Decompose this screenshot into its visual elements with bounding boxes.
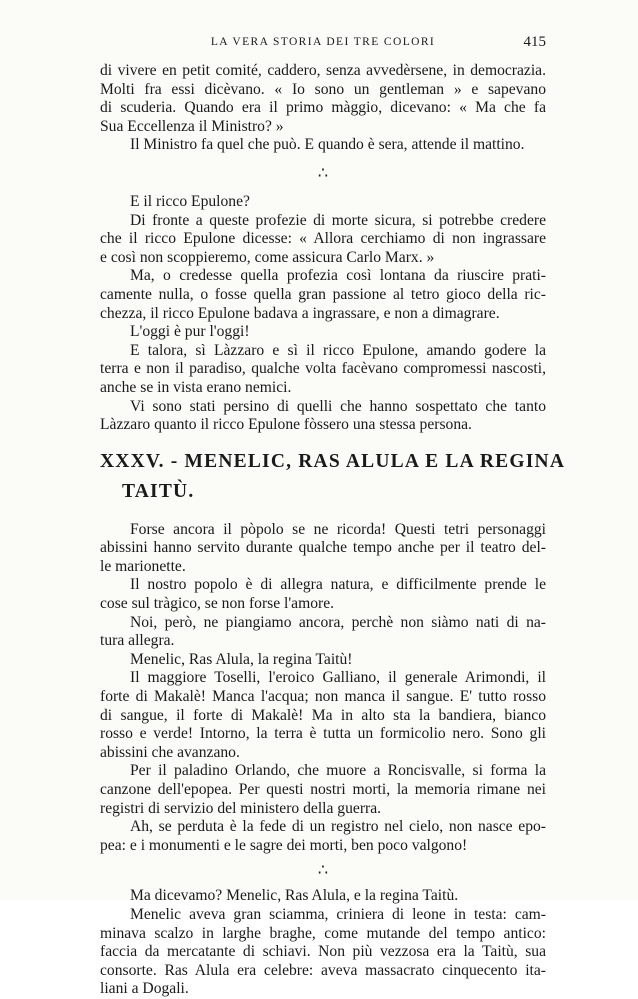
- text-line: Molti fra essi dicèvano. « Io sono un gentleman » e sapevano: [100, 80, 546, 98]
- text-line: di scuderia. Quando era il primo màggio, dicevano: « Ma che fa: [100, 99, 546, 117]
- text-line: Làzzaro quanto il ricco Epulone fòssero una stessa persona.: [100, 416, 472, 434]
- text-line: registri di servizio del ministero della guerra.: [100, 799, 382, 817]
- text-line: le marionette.: [100, 557, 186, 575]
- chapter-heading: [100, 447, 566, 507]
- text-line: Il maggiore Toselli, l'eroico Galliano, il generale Arimondi, il: [130, 669, 546, 687]
- section-ornament: ∴: [317, 164, 329, 182]
- text-line: Di fronte a queste profezie di morte sicura, si potrebbe credere: [130, 211, 546, 229]
- text-line: liani a Dogali.: [100, 980, 189, 998]
- chapter-heading-line: XXXV. - MENELIC, RAS ALULA E LA REGINA: [100, 450, 566, 472]
- text-line: Ma dicevamo? Menelic, Ras Alula, e la regina Taitù.: [130, 887, 459, 905]
- text-line: Noi, però, ne piangiamo ancora, perchè non siàmo nati di na-: [130, 613, 546, 631]
- text-line: Sua Eccellenza il Ministro? »: [100, 117, 284, 135]
- text-line: minava scalzo in larghe braghe, come mutande del tempo antico:: [100, 924, 546, 942]
- text-line: di sangue, il forte di Makalè! Ma in alto sta la bandiera, bianco: [100, 706, 546, 724]
- text-line: Ma, o credesse quella profezia così lontana da riuscire prati-: [130, 267, 546, 285]
- text-line: Il nostro popolo è di allegra natura, e difficilmente prende le: [130, 576, 546, 594]
- text-line: di vivere en petit comité, caddero, senza avvedèrsene, in democrazia.: [100, 62, 546, 79]
- running-header: [100, 34, 546, 56]
- page-number: 415: [523, 34, 546, 50]
- text-line: anche se in vista erano nemici.: [100, 378, 292, 396]
- text-line: canzone dell'epopea. Per questi nostri morti, la memoria rimane nei: [100, 781, 546, 798]
- text-line: Per il paladino Orlando, che muore a Roncisvalle, si forma la: [130, 762, 546, 780]
- chapter-heading-line: TAITÙ.: [122, 480, 195, 502]
- text-line: pea: e i monumenti e le sagre dei morti, ben poco valgono!: [100, 836, 468, 854]
- text-line: Ah, se perduta è la fede di un registro nel cielo, non nasce epo-: [130, 818, 546, 836]
- text-line: E talora, sì Làzzaro e sì il ricco Epulone, amando godere la: [130, 341, 546, 359]
- text-line: consorte. Ras Alula era celebre: aveva massacrato cinquecento ita-: [100, 961, 546, 979]
- text-line: abissini hanno servito durante qualche tempo anche per il teatro del-: [100, 539, 546, 557]
- text-line: tura allegra.: [100, 632, 175, 650]
- text-line: forte di Makalè! Manca l'acqua; non manca il sangue. E' tutto rosso: [100, 688, 546, 706]
- text-line: Menelic, Ras Alula, la regina Taitù!: [130, 650, 353, 668]
- text-line: cose sul tràgico, se non forse l'amore.: [100, 595, 335, 613]
- text-line: che il ricco Epulone dicesse: « Allora cerchiamo di non ingrassare: [100, 230, 546, 248]
- text-line: Il Ministro fa quel che può. E quando è sera, attende il mattino.: [130, 136, 525, 154]
- text-line: Vi sono stati persino di quelli che hanno sospettato che tanto: [130, 397, 546, 415]
- text-line: Forse ancora il pòpolo se ne ricorda! Questi tetri personaggi: [130, 520, 546, 538]
- text-line: abissini che avanzano.: [100, 743, 240, 761]
- text-line: Menelic aveva gran sciamma, criniera di leone in testa: cam-: [130, 905, 546, 923]
- text-line: faccia da mercatante di schiavi. Non più vezzosa era la Taitù, sua: [100, 943, 546, 961]
- text-line: terra e non il paradiso, qualche volta facèvano compromessi nascosti,: [100, 360, 546, 378]
- text-line: chezza, il ricco Epulone badava a ingrassare, e non a dimagrare.: [100, 304, 500, 322]
- running-title: LA VERA STORIA DEI TRE COLORI: [210, 36, 436, 48]
- text-line: L'oggi è pur l'oggi!: [130, 323, 250, 341]
- body-text: [100, 62, 566, 999]
- text-line: rosso e verde! Intorno, la terra è tutta un formicolio nero. Sono gli: [100, 725, 546, 743]
- text-line: camente nulla, o fosse quella gran passione al tetro gioco della ric-: [100, 285, 546, 303]
- section-ornament: ∴: [317, 862, 329, 880]
- text-line: e così non scoppieremo, come assicura Carlo Marx. »: [100, 248, 435, 266]
- text-line: E il ricco Epulone?: [130, 192, 250, 210]
